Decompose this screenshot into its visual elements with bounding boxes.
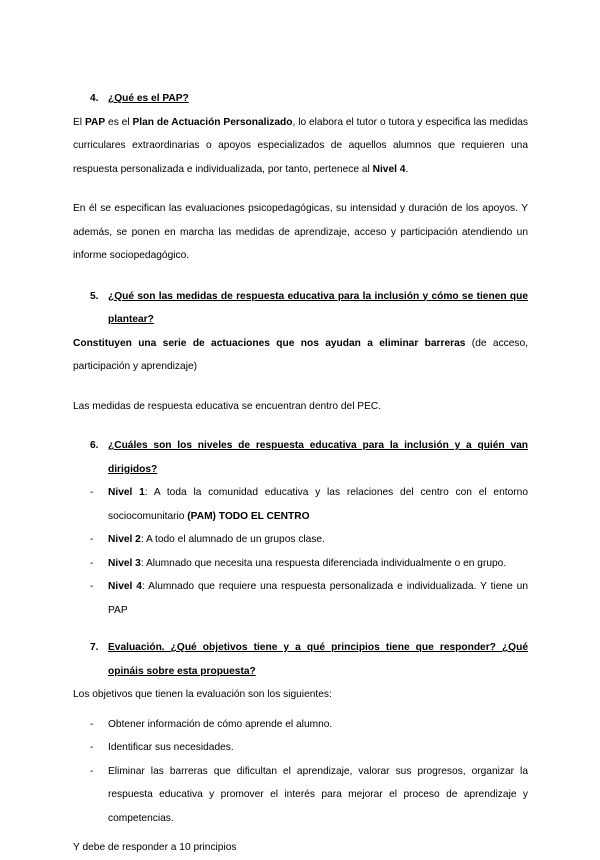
text: es el [105, 116, 133, 128]
paragraph: En él se especifican las evaluaciones psicopedagógicas, su intensidad y duración de los apoyos. Y además, se ponen en marcha las medidas de aprendizaje, acceso y participación atendiendo un informe sociopedagógico. [73, 203, 528, 261]
level-label: Nivel 3 [108, 557, 141, 569]
paragraph: Las medidas de respuesta educativa se encuentran dentro del PEC. [73, 400, 382, 412]
list-item [73, 552, 528, 576]
bold-term: Plan de Actuación Personalizado [132, 116, 293, 128]
text: (de acceso, participación y aprendizaje) [73, 337, 528, 372]
bold-term: Nivel 4 [372, 163, 406, 175]
section-title: Evaluación. ¿Qué objetivos tiene y a qué principios tiene que responder? ¿Qué opináis sobre esta propuesta? [108, 642, 528, 677]
level-label: Nivel 2 [108, 534, 141, 545]
list-item [73, 575, 528, 622]
section-number: 7. [90, 642, 99, 653]
text: , lo elabora el tutor o tutora y especifica las medidas curriculares extraordinarias o apoyos especializados de aquellos alumnos que requieren una respuesta personalizada e individualizada, por tanto, pertenece al [73, 116, 528, 175]
section-number: 5. [90, 290, 99, 302]
level-text: : Alumnado que requiere una respuesta personalizada e individualizada. Y tiene un PAP [108, 581, 528, 616]
section-5-heading [73, 285, 528, 332]
bold-term: PAP [84, 116, 106, 128]
section-number: 6. [90, 440, 99, 451]
levels-list [73, 481, 528, 622]
section-title: ¿Qué son las medidas de respuesta educativa para la inclusión y cómo se tienen que plantear? [108, 290, 528, 325]
document-body [73, 87, 528, 860]
level-label: Nivel 4 [108, 581, 142, 592]
level-text: : A todo el alumnado de un grupos clase. [140, 534, 325, 545]
objective-text: Identificar sus necesidades. [108, 742, 234, 753]
list-item [73, 760, 528, 831]
level-label: Nivel 1 [108, 487, 145, 498]
dash-bullet: - [90, 718, 94, 730]
objective-text: Obtener información de cómo aprende el alumno. [108, 718, 333, 730]
list-item [73, 481, 528, 528]
dash-bullet: - [90, 534, 94, 545]
paragraph [73, 111, 528, 182]
paragraph [73, 332, 528, 379]
bold-text: Constituyen una serie de actuaciones que nos ayudan a eliminar barreras [73, 337, 472, 349]
level-text: : A toda la comunidad educativa y las relaciones del centro con el entorno sociocomunitario [108, 487, 528, 522]
section-number: 4. [90, 93, 99, 104]
list-item [73, 736, 528, 760]
text: El [73, 116, 85, 128]
section-7-heading [73, 636, 528, 683]
dash-bullet: - [90, 742, 94, 753]
dash-bullet: - [90, 487, 94, 498]
paragraph: Y debe de responder a 10 principios [73, 842, 237, 853]
level-text: : Alumnado que necesita una respuesta diferenciada individualmente o en grupo. [140, 557, 507, 569]
text: . [405, 163, 409, 175]
dash-bullet: - [90, 765, 94, 777]
objectives-list [73, 713, 528, 831]
section-6-heading [73, 434, 528, 481]
section-title: ¿Qué es el PAP? [108, 93, 189, 104]
objective-text: Eliminar las barreras que dificultan el aprendizaje, valorar sus progresos, organizar la respuesta educativa y promover el interés para mejorar el proceso de aprendizaje y competencias. [108, 765, 528, 824]
paragraph: Los objetivos que tienen la evaluación son los siguientes: [73, 689, 332, 700]
list-item [73, 528, 528, 552]
dash-bullet: - [90, 581, 94, 592]
section-4-heading [73, 87, 528, 111]
section-title: ¿Cuáles son los niveles de respuesta educativa para la inclusión y a quién van dirigidos? [108, 440, 528, 475]
level-bold-tail: (PAM) TODO EL CENTRO [187, 510, 310, 522]
list-item [73, 713, 528, 737]
dash-bullet: - [90, 557, 94, 569]
